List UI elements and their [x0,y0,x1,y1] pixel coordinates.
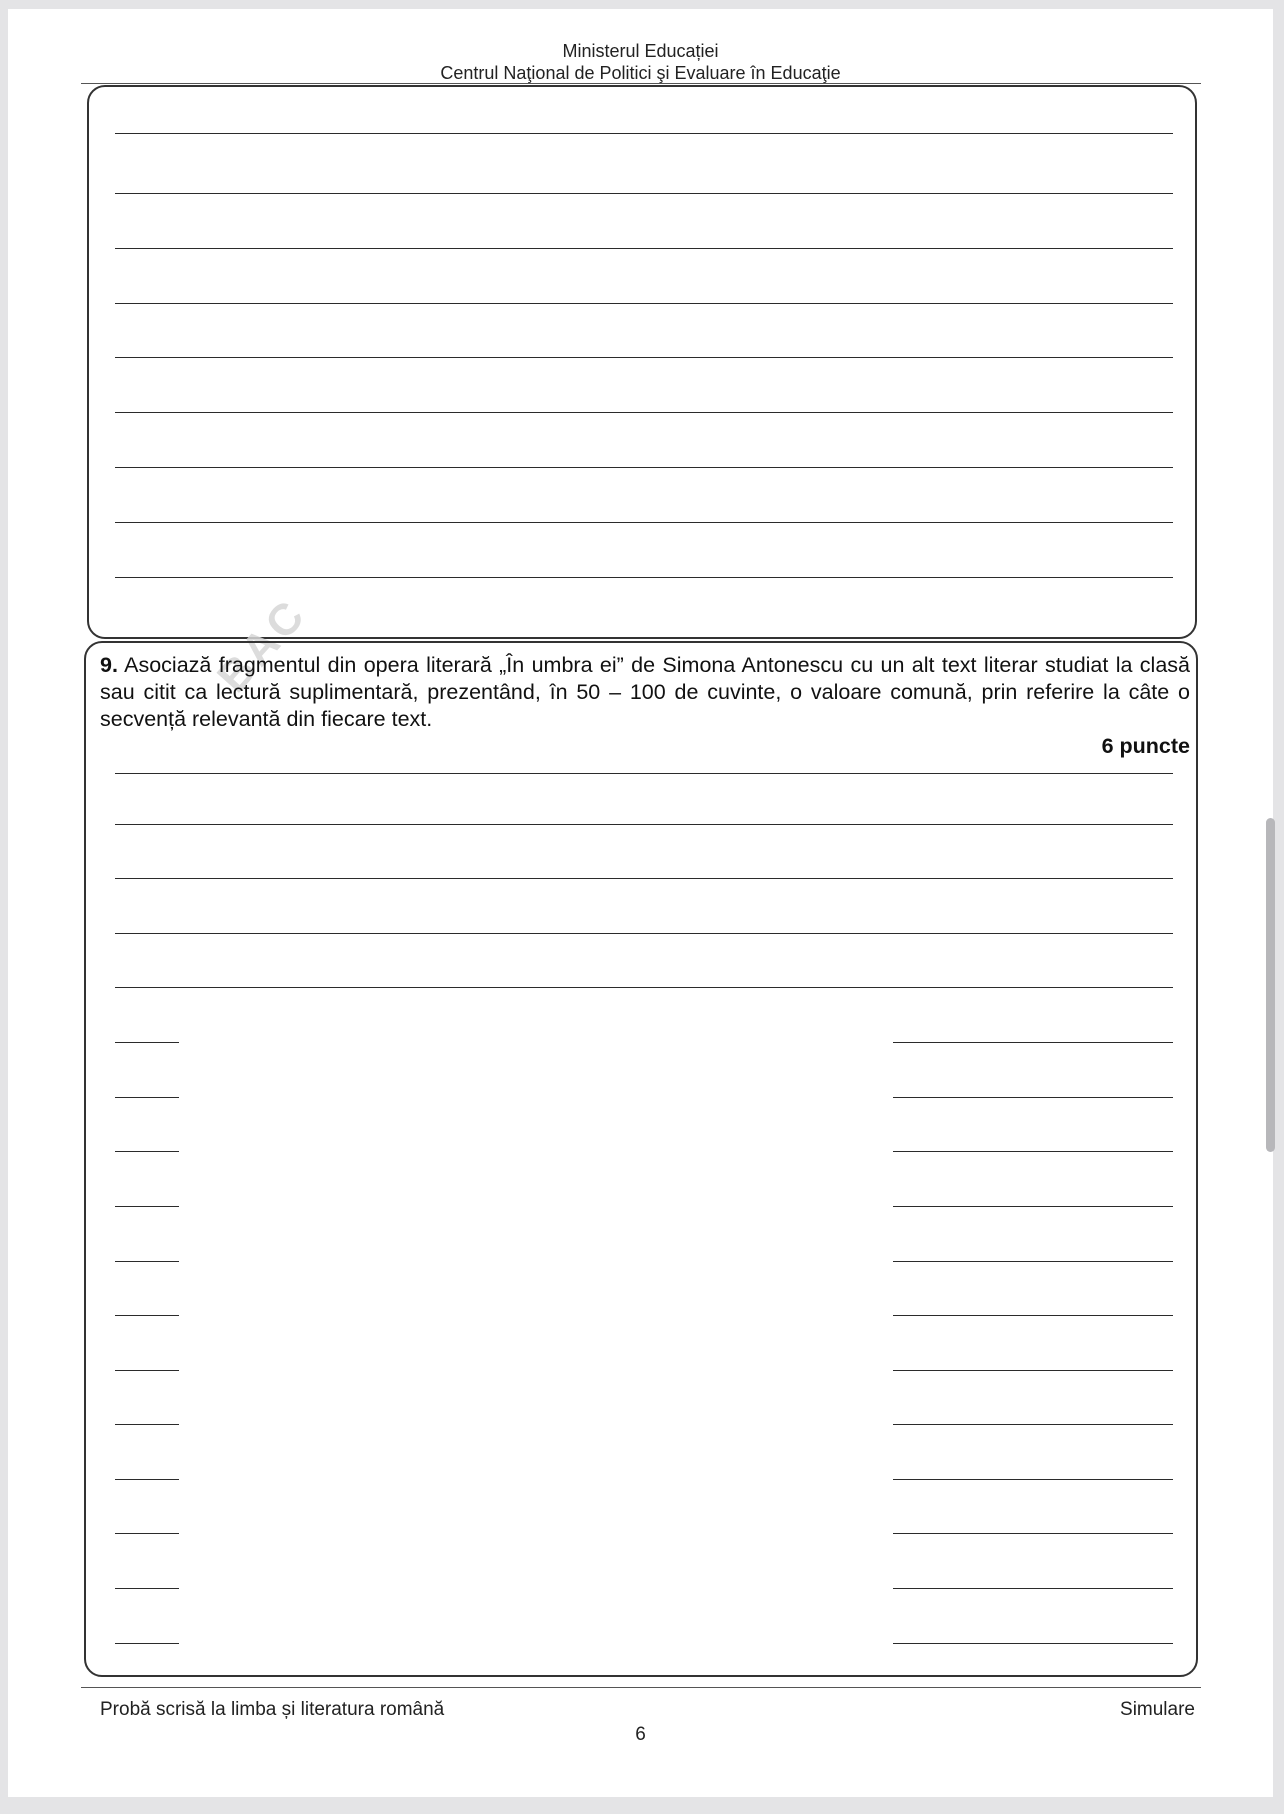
answer-line-left[interactable] [115,1533,179,1534]
answer-line-right[interactable] [893,1261,1173,1262]
answer-line[interactable] [115,467,1173,468]
scrollbar-thumb[interactable] [1266,818,1275,1152]
exam-page [8,9,1273,1797]
answer-line-right[interactable] [893,1151,1173,1152]
answer-line-right[interactable] [893,1315,1173,1316]
question-number: 9. [100,653,118,677]
answer-box-question-9 [84,641,1198,1677]
answer-line[interactable] [115,522,1173,523]
page-header [8,40,1273,84]
answer-line-right[interactable] [893,1206,1173,1207]
answer-line[interactable] [115,773,1173,774]
footer-rule [81,1687,1201,1688]
answer-line[interactable] [115,412,1173,413]
answer-line[interactable] [115,878,1173,879]
answer-line-left[interactable] [115,1151,179,1152]
answer-line[interactable] [115,987,1173,988]
watermark: BAC [208,589,317,702]
answer-line-right[interactable] [893,1097,1173,1098]
answer-line-right[interactable] [893,1042,1173,1043]
answer-line[interactable] [115,357,1173,358]
answer-line-left[interactable] [115,1643,179,1644]
answer-line[interactable] [115,303,1173,304]
page-number: 6 [635,1724,646,1745]
question-text: Asociază fragmentul din opera literară „În umbra ei” de Simona Antonescu cu un alt text literar studiat la clasă sau citit ca lectură suplimentară, prezentând, în 50 – 100 de cuvinte, o valoare comună, prin referire la câte o secvență relevantă din fiecare text. [100,653,1190,731]
answer-line-left[interactable] [115,1261,179,1262]
answer-line-right[interactable] [893,1588,1173,1589]
exam-subject: Probă scrisă la limba și literatura română [100,1699,445,1720]
answer-line[interactable] [115,824,1173,825]
question-9 [100,652,1190,760]
answer-line[interactable] [115,133,1173,134]
answer-line-left[interactable] [115,1588,179,1589]
answer-line-right[interactable] [893,1533,1173,1534]
ministry-name: Ministerul Educației [562,41,719,61]
header-rule [81,83,1201,84]
answer-line-left[interactable] [115,1479,179,1480]
answer-line-right[interactable] [893,1370,1173,1371]
exam-type: Simulare [1120,1699,1195,1720]
answer-line[interactable] [115,577,1173,578]
question-points: 6 puncte [1101,734,1190,758]
answer-line-right[interactable] [893,1424,1173,1425]
answer-box-previous [87,85,1197,639]
answer-line-right[interactable] [893,1479,1173,1480]
answer-line[interactable] [115,193,1173,194]
answer-line-left[interactable] [115,1370,179,1371]
answer-line[interactable] [115,933,1173,934]
answer-line-right[interactable] [893,1643,1173,1644]
answer-line-left[interactable] [115,1315,179,1316]
answer-line-left[interactable] [115,1206,179,1207]
answer-line[interactable] [115,248,1173,249]
answer-line-left[interactable] [115,1097,179,1098]
answer-line-left[interactable] [115,1424,179,1425]
center-name: Centrul Naţional de Politici şi Evaluare în Educaţie [440,63,841,83]
answer-line-left[interactable] [115,1042,179,1043]
